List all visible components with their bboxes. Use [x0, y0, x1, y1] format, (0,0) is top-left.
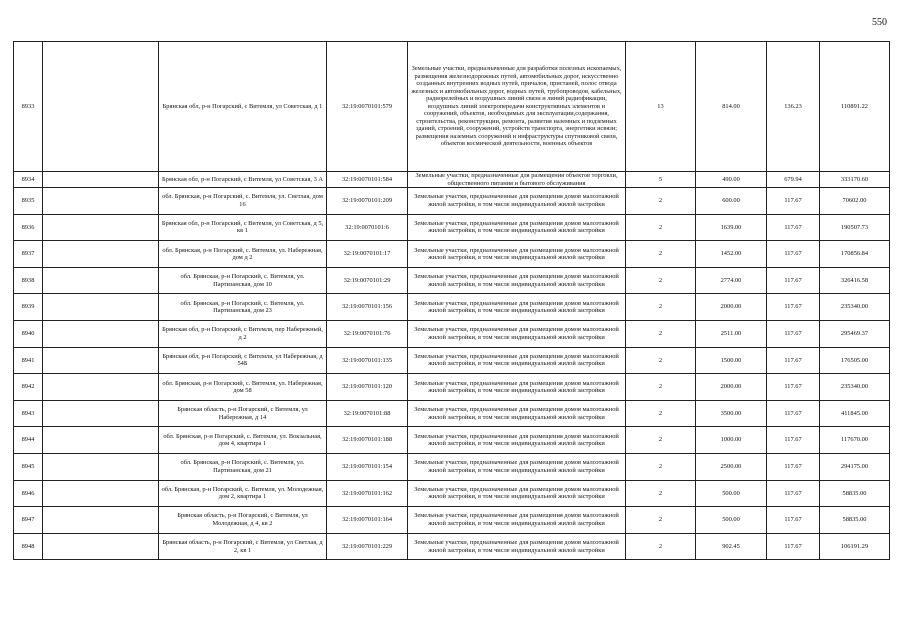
cadastral-value-cell: 70602.00: [820, 188, 890, 215]
table-row: [14, 347, 890, 374]
cadastral-number-cell: 32:19:0070101:154: [327, 454, 408, 481]
area-cell: 2000.00: [696, 294, 767, 321]
category-cell: 2: [626, 533, 696, 560]
table-row: [14, 321, 890, 348]
rate-cell: 136.23: [767, 42, 820, 172]
table-row: [14, 188, 890, 215]
category-cell: 2: [626, 400, 696, 427]
cadastral-value-cell: 295469.37: [820, 321, 890, 348]
rate-cell: 117.67: [767, 427, 820, 454]
address-cell: обл. Брянская, р-н Погарский, с. Витемля, ул. Молодежная, дом 2, квартира 1: [159, 480, 327, 507]
land-purpose-cell: Земельные участки, предназначенные для размещения домов малоэтажной жилой застройки, в том числе индивидуальной жилой застройки: [408, 454, 626, 481]
row-number: 8940: [14, 321, 43, 348]
cadastral-number-cell: 32:19:0070101:229: [327, 533, 408, 560]
cadastral-number-cell: 32:19:0070101:29: [327, 267, 408, 294]
row-number: 8936: [14, 214, 43, 241]
table-row: [14, 374, 890, 401]
address-cell: обл. Брянская, р-н Погарский, с. Витемля, ул. Набережная, дом д 2: [159, 241, 327, 268]
cadastral-number-cell: 32:19:0070101:135: [327, 347, 408, 374]
category-cell: 5: [626, 172, 696, 188]
land-purpose-cell: Земельные участки, предназначенные для размещения домов малоэтажной жилой застройки, в том числе индивидуальной жилой застройки: [408, 294, 626, 321]
land-purpose-cell: Земельные участки, предназначенные для размещения домов малоэтажной жилой застройки, в том числе индивидуальной жилой застройки: [408, 267, 626, 294]
row-number: 8944: [14, 427, 43, 454]
cadastral-number-cell: 32:19:0070101:120: [327, 374, 408, 401]
rate-cell: 117.67: [767, 480, 820, 507]
area-cell: 814.00: [696, 42, 767, 172]
address-cell: Брянская обл, р-н Погарский, с Витемля, ул Советская, д 5, кв 1: [159, 214, 327, 241]
table-row: [14, 533, 890, 560]
table-row: [14, 454, 890, 481]
land-purpose-cell: Земельные участки, предназначенные для размещения объектов торговли, общественного питания и бытового обслуживания: [408, 172, 626, 188]
empty-cell: [43, 267, 159, 294]
category-cell: 2: [626, 347, 696, 374]
address-cell: обл. Брянская, р-н Погарский, с. Витемля, ул. Партизанская, дом 23: [159, 294, 327, 321]
row-number: 8948: [14, 533, 43, 560]
empty-cell: [43, 427, 159, 454]
table-row: [14, 241, 890, 268]
address-cell: Брянская обл, р-н Погарский, с Витемля, пер Набережный, д 2: [159, 321, 327, 348]
rate-cell: 117.67: [767, 321, 820, 348]
area-cell: 1452.00: [696, 241, 767, 268]
rate-cell: 117.67: [767, 188, 820, 215]
category-cell: 2: [626, 267, 696, 294]
cadastral-value-cell: 294175.00: [820, 454, 890, 481]
land-purpose-cell: Земельные участки, предназначенные для размещения домов малоэтажной жилой застройки, в том числе индивидуальной жилой застройки: [408, 533, 626, 560]
area-cell: 2000.00: [696, 374, 767, 401]
cadastral-number-cell: 32:19:0070101:188: [327, 427, 408, 454]
area-cell: 490.00: [696, 172, 767, 188]
row-number: 8933: [14, 42, 43, 172]
table-row: [14, 480, 890, 507]
row-number: 8946: [14, 480, 43, 507]
land-purpose-cell: Земельные участки, предназначенные для размещения домов малоэтажной жилой застройки, в том числе индивидуальной жилой застройки: [408, 374, 626, 401]
area-cell: 2774.00: [696, 267, 767, 294]
cadastral-number-cell: 32:19:0070101:17: [327, 241, 408, 268]
empty-cell: [43, 454, 159, 481]
cadastral-number-cell: 32:19:0070101:156: [327, 294, 408, 321]
area-cell: 3500.00: [696, 400, 767, 427]
row-number: 8934: [14, 172, 43, 188]
address-cell: Брянская область, р-н Погарский, с Витемля, ул Молодежная, д 4, кв 2: [159, 507, 327, 534]
address-cell: обл. Брянская, р-н Погарский, с. Витемля, ул. Партизанская, дом 21: [159, 454, 327, 481]
table-row: [14, 267, 890, 294]
rate-cell: 117.67: [767, 454, 820, 481]
cadastral-value-cell: 411845.00: [820, 400, 890, 427]
land-purpose-cell: Земельные участки, предназначенные для размещения домов малоэтажной жилой застройки, в том числе индивидуальной жилой застройки: [408, 188, 626, 215]
cadastral-value-cell: 58835.00: [820, 507, 890, 534]
rate-cell: 117.67: [767, 374, 820, 401]
land-purpose-cell: Земельные участки, предназначенные для размещения домов малоэтажной жилой застройки, в том числе индивидуальной жилой застройки: [408, 507, 626, 534]
cadastral-value-cell: 190507.73: [820, 214, 890, 241]
area-cell: 2511.00: [696, 321, 767, 348]
area-cell: 1500.00: [696, 347, 767, 374]
rate-cell: 117.67: [767, 241, 820, 268]
category-cell: 13: [626, 42, 696, 172]
category-cell: 2: [626, 374, 696, 401]
empty-cell: [43, 347, 159, 374]
cadastral-number-cell: 32:19:0070101:162: [327, 480, 408, 507]
area-cell: 1639.00: [696, 214, 767, 241]
table-row: [14, 427, 890, 454]
rate-cell: 117.67: [767, 267, 820, 294]
area-cell: 500.00: [696, 480, 767, 507]
table-row: [14, 400, 890, 427]
cadastral-number-cell: 32:19:0070101:76: [327, 321, 408, 348]
row-number: 8942: [14, 374, 43, 401]
empty-cell: [43, 42, 159, 172]
cadastral-number-cell: 32:19:0070101:579: [327, 42, 408, 172]
category-cell: 2: [626, 214, 696, 241]
area-cell: 1000.00: [696, 427, 767, 454]
cadastral-value-cell: 235340.00: [820, 294, 890, 321]
cadastral-number-cell: 32:19:0070101:88: [327, 400, 408, 427]
category-cell: 2: [626, 507, 696, 534]
empty-cell: [43, 374, 159, 401]
cadastral-value-cell: 58835.00: [820, 480, 890, 507]
table-row: [14, 294, 890, 321]
address-cell: Брянская обл, р-н Погарский, с Витемля, ул Советская, д 1: [159, 42, 327, 172]
land-purpose-cell: Земельные участки, предназначенные для размещения домов малоэтажной жилой застройки, в том числе индивидуальной жилой застройки: [408, 400, 626, 427]
table-row: [14, 214, 890, 241]
empty-cell: [43, 533, 159, 560]
land-purpose-cell: Земельные участки, предназначенные для размещения домов малоэтажной жилой застройки, в том числе индивидуальной жилой застройки: [408, 321, 626, 348]
area-cell: 902.45: [696, 533, 767, 560]
category-cell: 2: [626, 188, 696, 215]
table-row: [14, 42, 890, 172]
rate-cell: 117.67: [767, 507, 820, 534]
empty-cell: [43, 241, 159, 268]
row-number: 8937: [14, 241, 43, 268]
land-purpose-cell: Земельные участки, предназначенные для размещения домов малоэтажной жилой застройки, в том числе индивидуальной жилой застройки: [408, 427, 626, 454]
row-number: 8941: [14, 347, 43, 374]
category-cell: 2: [626, 427, 696, 454]
address-cell: Брянская область, р-н Погарский, с Витемля, ул Светлая, д 2, кв 1: [159, 533, 327, 560]
cadastral-value-cell: 333170.60: [820, 172, 890, 188]
cadastral-value-cell: 110891.22: [820, 42, 890, 172]
empty-cell: [43, 507, 159, 534]
rate-cell: 117.67: [767, 347, 820, 374]
rate-cell: 117.67: [767, 214, 820, 241]
category-cell: 2: [626, 241, 696, 268]
rate-cell: 117.67: [767, 294, 820, 321]
address-cell: обл. Брянская, р-н Погарский, с. Витемля, ул. Вокзальная, дом 4, квартира 1: [159, 427, 327, 454]
row-number: 8938: [14, 267, 43, 294]
address-cell: Брянская обл, р-н Погарский, с Витемля, ул Набережная, д 54Б: [159, 347, 327, 374]
address-cell: Брянская область, р-н Погарский, с Витемля, ул Набережная, д 14: [159, 400, 327, 427]
land-purpose-cell: Земельные участки, предназначенные для размещения домов малоэтажной жилой застройки, в том числе индивидуальной жилой застройки: [408, 214, 626, 241]
table-row: [14, 507, 890, 534]
land-purpose-cell: Земельные участки, предназначенные для размещения домов малоэтажной жилой застройки, в том числе индивидуальной жилой застройки: [408, 347, 626, 374]
cadastral-number-cell: 32:19:0070101:584: [327, 172, 408, 188]
row-number: 8939: [14, 294, 43, 321]
empty-cell: [43, 480, 159, 507]
empty-cell: [43, 294, 159, 321]
cadastral-number-cell: 32:19:0070101:164: [327, 507, 408, 534]
address-cell: Брянская обл, р-н Погарский, с Витемля, ул Советская, 3 А: [159, 172, 327, 188]
address-cell: обл. Брянская, р-н Погарский, с. Витемля, ул. Набережная, дом 58: [159, 374, 327, 401]
page-number: 550: [872, 17, 887, 28]
land-registry-table: [13, 41, 890, 560]
empty-cell: [43, 172, 159, 188]
row-number: 8935: [14, 188, 43, 215]
rate-cell: 117.67: [767, 533, 820, 560]
category-cell: 2: [626, 454, 696, 481]
cadastral-value-cell: 117670.00: [820, 427, 890, 454]
address-cell: обл. Брянская, р-н Погарский, с. Витемля, ул. Светлая, дом 16: [159, 188, 327, 215]
rate-cell: 679.94: [767, 172, 820, 188]
land-purpose-cell: Земельные участки, предназначенные для размещения домов малоэтажной жилой застройки, в том числе индивидуальной жилой застройки: [408, 480, 626, 507]
category-cell: 2: [626, 294, 696, 321]
row-number: 8943: [14, 400, 43, 427]
empty-cell: [43, 321, 159, 348]
table-row: [14, 172, 890, 188]
area-cell: 500.00: [696, 507, 767, 534]
rate-cell: 117.67: [767, 400, 820, 427]
empty-cell: [43, 400, 159, 427]
area-cell: 600.00: [696, 188, 767, 215]
row-number: 8945: [14, 454, 43, 481]
cadastral-value-cell: 106191.29: [820, 533, 890, 560]
empty-cell: [43, 188, 159, 215]
land-purpose-cell: Земельные участки, предназначенные для размещения домов малоэтажной жилой застройки, в том числе индивидуальной жилой застройки: [408, 241, 626, 268]
row-number: 8947: [14, 507, 43, 534]
address-cell: обл. Брянская, р-н Погарский, с. Витемля, ул. Партизанская, дом 10: [159, 267, 327, 294]
category-cell: 2: [626, 480, 696, 507]
cadastral-value-cell: 176505.00: [820, 347, 890, 374]
cadastral-value-cell: 170856.84: [820, 241, 890, 268]
cadastral-value-cell: 326416.58: [820, 267, 890, 294]
empty-cell: [43, 214, 159, 241]
cadastral-number-cell: 32:19:0070101:209: [327, 188, 408, 215]
land-purpose-cell: Земельные участки, предназначенные для разработки полезных ископаемых, размещения железнодорожных путей, автомобильных дорог, искусственно созданных внутренних водных путей, причалов, пристаней, полос отвода железных и автомобильных дорог, водных путей, трубопроводов, кабельных, радиорелейных и воздушных линий связи и линий радиофикации, воздушных линий электропередачи конструктивных элементов и сооружений, объектов, необходимых для эксплуатации,содержания, строительства, реконструкции, ремонта, развития наземных и подземных зданий, строений, сооружений, устройств транспорта, энергетики исвязи; размещения наземных сооружений и инфраструктуры спутниковой связи, объектов космической деятельности, военных объектов: [408, 42, 626, 172]
category-cell: 2: [626, 321, 696, 348]
cadastral-number-cell: 32:19:0070101:6: [327, 214, 408, 241]
area-cell: 2500.00: [696, 454, 767, 481]
cadastral-value-cell: 235340.00: [820, 374, 890, 401]
